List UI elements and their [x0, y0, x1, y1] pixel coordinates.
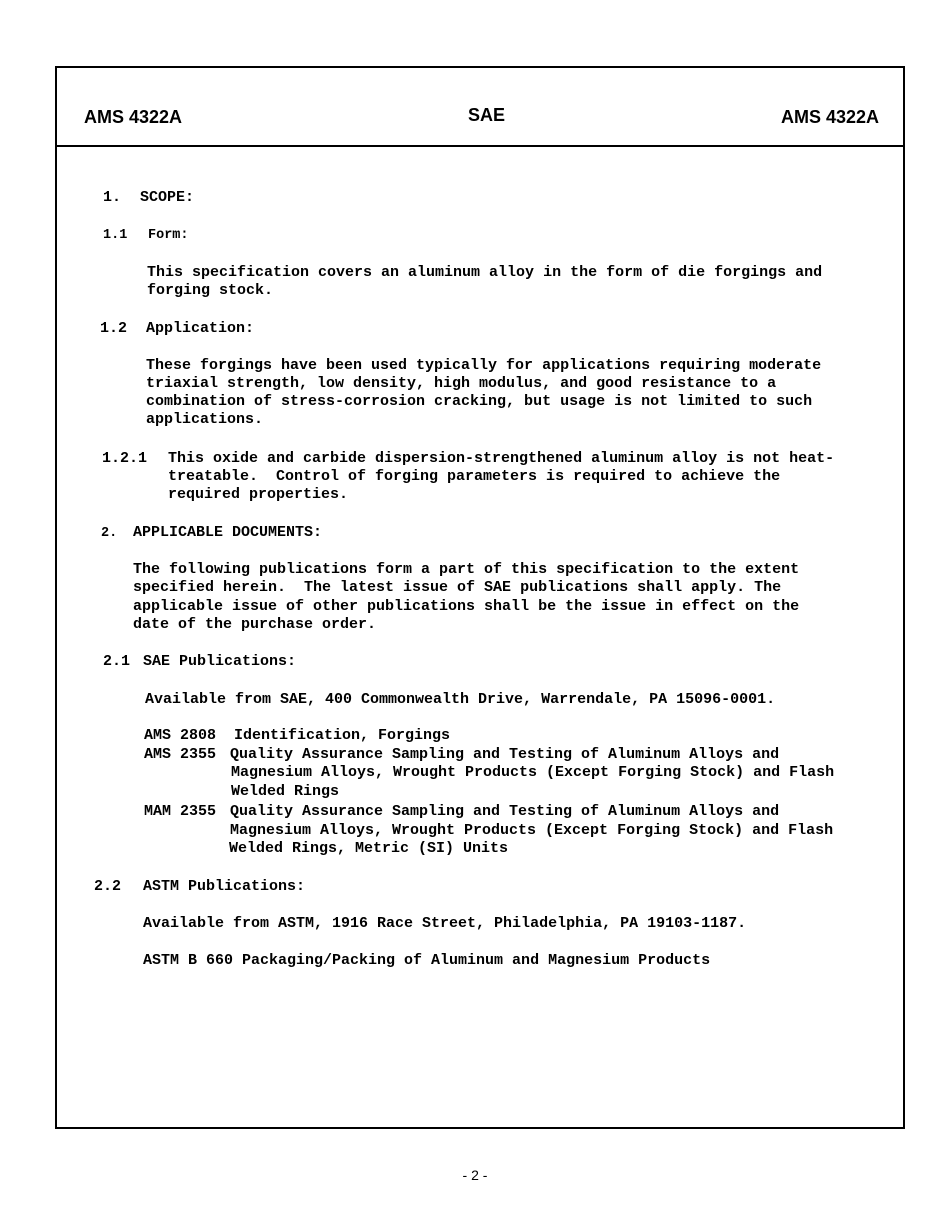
section-1-1-number: 1.1 — [103, 228, 128, 243]
section-1-2-number: 1.2 — [100, 320, 128, 337]
doc-title-line: Identification, Forgings — [234, 727, 451, 744]
section-2-2-title: ASTM Publications: — [143, 878, 306, 895]
doc-title-line: Quality Assurance Sampling and Testing of Aluminum Alloys and — [230, 746, 780, 763]
astm-availability: Available from ASTM, 1916 Race Street, Philadelphia, PA 19103-1187. — [143, 915, 747, 932]
sae-availability: Available from SAE, 400 Commonwealth Drive, Warrendale, PA 15096-0001. — [145, 691, 776, 708]
doc-id: AMS 2808 — [144, 727, 217, 744]
astm-doc: ASTM B 660 Packaging/Packing of Aluminum and Magnesium Products — [143, 952, 711, 969]
section-2-number: 2. — [101, 526, 118, 541]
section-1-number: 1. — [103, 189, 122, 206]
section-1-title: SCOPE: — [140, 189, 195, 206]
section-1-2-1-body-line: treatable. Control of forging parameters is required to achieve the — [168, 468, 781, 485]
page-number: - 2 - — [462, 1167, 488, 1183]
section-1-1-body-line: forging stock. — [147, 282, 274, 299]
section-2-body-line: The following publications form a part of this specification to the extent — [133, 561, 800, 578]
section-1-2-1-body-line: This oxide and carbide dispersion-strengthened aluminum alloy is not heat- — [168, 450, 835, 467]
section-1-2-body-line: These forgings have been used typically for applications requiring moderate — [146, 357, 822, 374]
header-publisher: SAE — [468, 105, 506, 125]
doc-title-line: Magnesium Alloys, Wrought Products (Except Forging Stock) and Flash — [231, 764, 835, 781]
doc-title-line: Quality Assurance Sampling and Testing of Aluminum Alloys and — [230, 803, 780, 820]
section-2-1-number: 2.1 — [103, 653, 131, 670]
section-2-body-line: specified herein. The latest issue of SAE publications shall apply. The — [133, 579, 782, 596]
section-2-body-line: date of the purchase order. — [133, 616, 377, 633]
section-1-1-title: Form: — [148, 228, 189, 243]
section-1-2-body-line: combination of stress-corrosion cracking, but usage is not limited to such — [146, 393, 813, 410]
section-2-title: APPLICABLE DOCUMENTS: — [133, 524, 323, 541]
doc-title-line: Welded Rings — [231, 783, 340, 800]
doc-id: MAM 2355 — [144, 803, 217, 820]
doc-title-line: Magnesium Alloys, Wrought Products (Except Forging Stock) and Flash — [230, 822, 834, 839]
section-2-1-title: SAE Publications: — [143, 653, 297, 670]
section-1-2-1-number: 1.2.1 — [102, 450, 148, 467]
header-doc-id-right: AMS 4322A — [780, 107, 879, 127]
document-header — [57, 68, 903, 147]
section-1-2-body-line: triaxial strength, low density, high modulus, and good resistance to a — [146, 375, 777, 392]
doc-title-line: Welded Rings, Metric (SI) Units — [229, 840, 509, 857]
section-2-2-number: 2.2 — [94, 878, 122, 895]
section-1-1-body-line: This specification covers an aluminum alloy in the form of die forgings and — [147, 264, 823, 281]
doc-id: AMS 2355 — [144, 746, 217, 763]
section-2-body-line: applicable issue of other publications shall be the issue in effect on the — [133, 598, 800, 615]
section-1-2-title: Application: — [146, 320, 255, 337]
header-doc-id-left: AMS 4322A — [84, 107, 183, 127]
section-1-2-1-body-line: required properties. — [168, 486, 349, 503]
section-1-2-body-line: applications. — [146, 411, 264, 428]
